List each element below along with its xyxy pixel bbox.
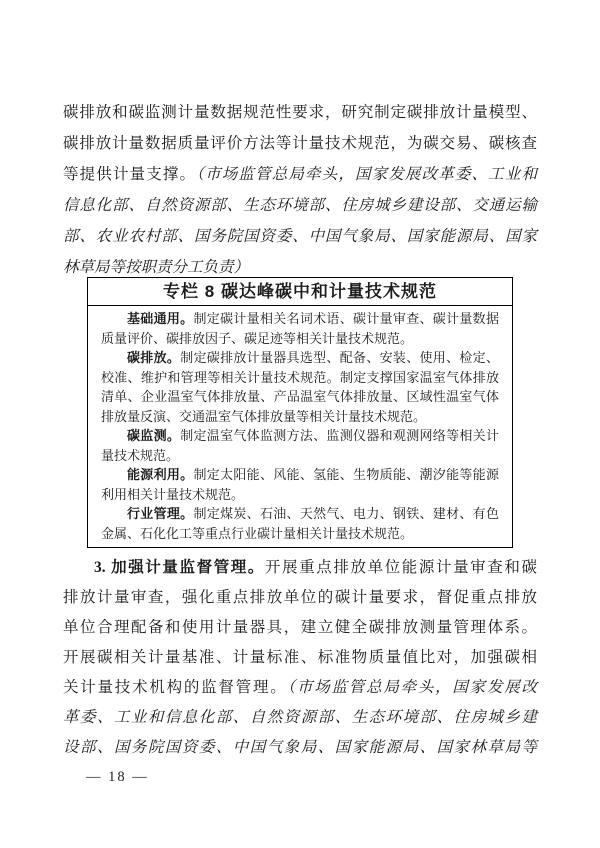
text-line bbox=[63, 583, 537, 613]
text-segment: 制定煤炭、石油、天然气、电力、钢铁、建材、有色 bbox=[193, 506, 499, 521]
text-segment: 制定碳计量相关名词术语、碳计量审查、碳计量数据 bbox=[193, 311, 499, 326]
text-segment: 关计量技术机构的监督管理。 bbox=[63, 679, 288, 696]
text-line bbox=[63, 733, 537, 763]
text-segment: 校准、维护和管理等相关计量技术规范。制定支撑国家温室气体排放 bbox=[101, 369, 499, 385]
text-line bbox=[63, 643, 537, 673]
spec-box-title: 专栏 8 碳达峰碳中和计量技术规范 bbox=[88, 278, 512, 306]
text-segment: 能源利用。 bbox=[127, 467, 194, 482]
text-line bbox=[101, 524, 499, 544]
text-segment: 碳排放。 bbox=[127, 350, 181, 365]
text-segment: （市场监管总局牵头，国家发展改革委、工业和 bbox=[196, 166, 537, 183]
text-line bbox=[101, 446, 499, 466]
text-line bbox=[63, 703, 537, 733]
text-segment: 利用相关计量技术规范。 bbox=[101, 486, 245, 502]
text-line bbox=[63, 190, 537, 221]
spec-box-8 bbox=[87, 277, 513, 548]
text-segment: 信息化部、自然资源部、生态环境部、住房城乡建设部、交通运输 bbox=[63, 197, 537, 214]
text-line bbox=[101, 368, 499, 388]
text-segment: 革委、工业和信息化部、自然资源部、生态环境部、住房城乡建 bbox=[63, 709, 537, 726]
text-line bbox=[63, 97, 537, 128]
text-line bbox=[63, 613, 537, 643]
text-line bbox=[101, 309, 499, 329]
text-segment: 开展碳相关计量基准、计量标准、标准物质量值比对，加强碳相 bbox=[63, 649, 537, 666]
text-segment: 金属、石化化工等重点行业碳计量相关计量技术规范。 bbox=[101, 525, 414, 541]
text-line bbox=[63, 128, 537, 159]
text-segment: 等提供计量支撑。 bbox=[63, 166, 197, 183]
text-segment: 部、农业农村部、国务院国资委、中国气象局、国家能源局、国家 bbox=[63, 228, 537, 245]
text-line bbox=[101, 387, 499, 407]
text-line bbox=[101, 504, 499, 524]
text-segment: 制定碳排放计量器具选型、配备、安装、使用、检定、 bbox=[180, 350, 499, 365]
text-line bbox=[101, 329, 499, 349]
text-segment: 清单、企业温室气体排放量、产品温室气体排放量、区域性温室气体 bbox=[101, 389, 499, 404]
text-segment: 制定太阳能、风能、氢能、生物质能、潮汐能等能源 bbox=[193, 467, 499, 482]
text-line bbox=[63, 553, 537, 583]
text-segment: 行业管理。 bbox=[127, 506, 194, 521]
text-line bbox=[63, 673, 537, 703]
body-paragraph-item-3 bbox=[63, 553, 537, 763]
text-segment: （市场监管总局牵头，国家发展改 bbox=[287, 679, 537, 696]
text-segment: 排放量反演、交通温室气体排放量等相关计量技术规范。 bbox=[101, 408, 427, 424]
text-line bbox=[101, 426, 499, 446]
text-line bbox=[101, 465, 499, 485]
text-segment: 基础通用。 bbox=[127, 311, 194, 326]
body-paragraph-continuation bbox=[63, 97, 537, 283]
text-segment: 3. 加强计量监督管理。 bbox=[94, 559, 265, 576]
text-segment: 碳监测。 bbox=[127, 428, 181, 443]
text-segment: 碳排放计量数据质量评价方法等计量技术规范，为碳交易、碳核查 bbox=[63, 135, 537, 152]
text-segment: 排放计量审查，强化重点排放单位的碳计量要求，督促重点排放 bbox=[63, 589, 537, 606]
text-line bbox=[101, 348, 499, 368]
text-segment: 制定温室气体监测方法、监测仪器和观测网络等相关计 bbox=[180, 428, 499, 443]
text-line bbox=[63, 159, 537, 190]
text-segment: 林草局等按职责分工负责） bbox=[63, 259, 250, 276]
text-line bbox=[63, 221, 537, 252]
text-segment: 单位合理配备和使用计量器具，建立健全碳排放测量管理体系。 bbox=[63, 619, 537, 636]
text-segment: 量技术规范。 bbox=[101, 447, 180, 463]
spec-box-content bbox=[88, 306, 512, 547]
text-segment: 质量评价、碳排放因子、碳足迹等相关计量技术规范。 bbox=[101, 330, 414, 346]
page-number: — 18 — bbox=[86, 769, 149, 785]
text-line bbox=[101, 407, 499, 427]
text-segment: 设部、国务院国资委、中国气象局、国家能源局、国家林草局等 bbox=[63, 739, 537, 756]
text-segment: 开展重点排放单位能源计量审查和碳 bbox=[265, 559, 537, 576]
text-line bbox=[101, 485, 499, 505]
text-segment: 碳排放和碳监测计量数据规范性要求，研究制定碳排放计量模型、 bbox=[63, 104, 537, 121]
